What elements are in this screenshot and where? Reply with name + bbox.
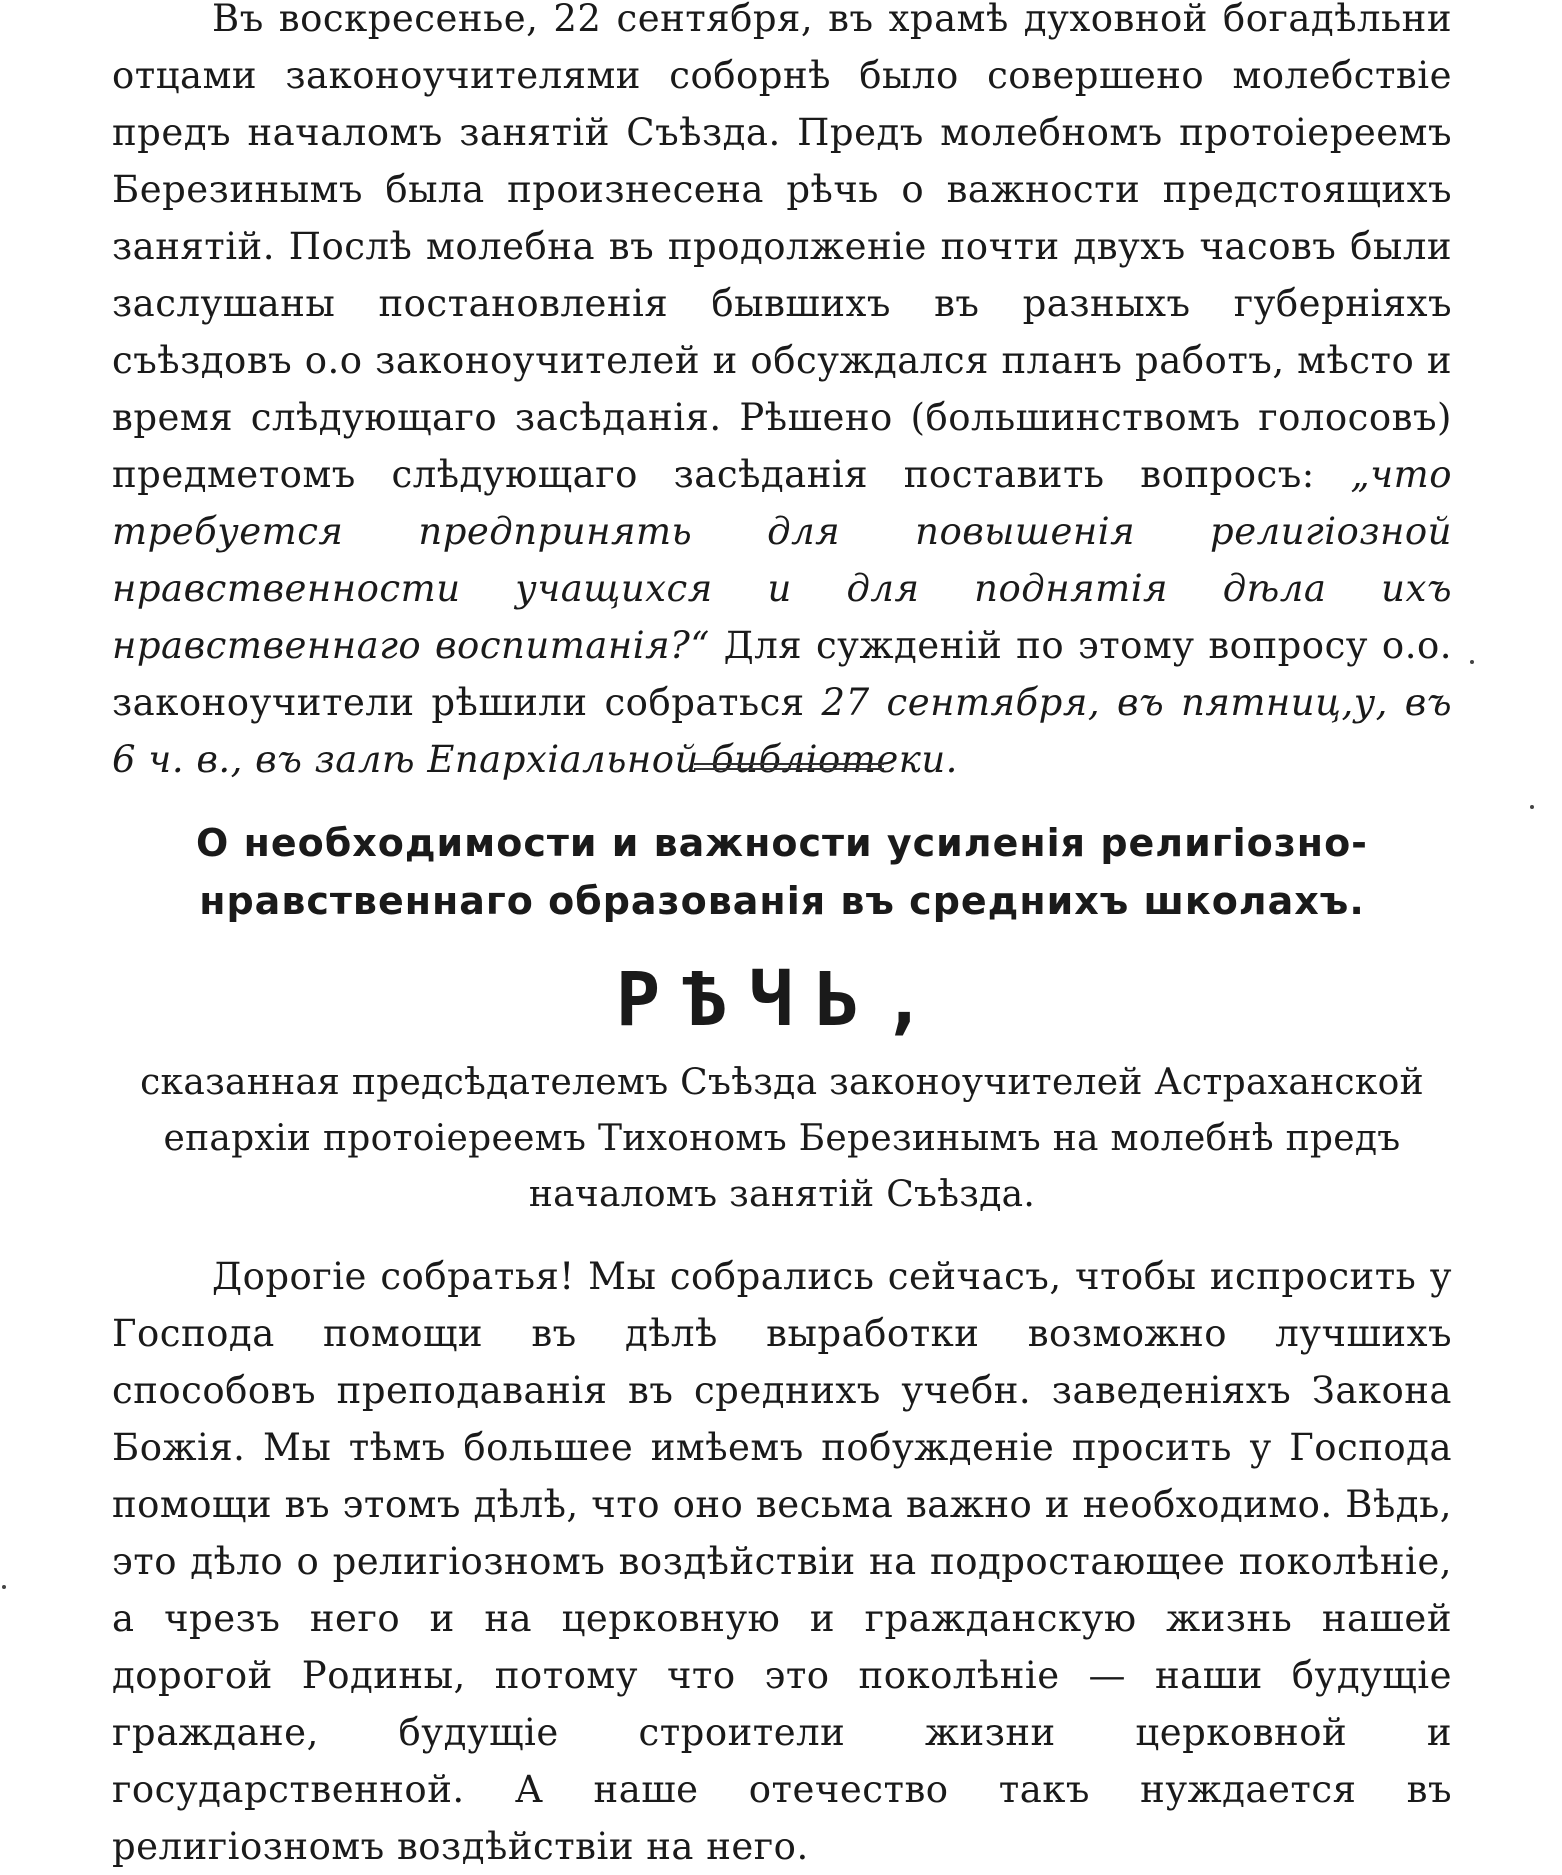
print-speck <box>1530 805 1534 809</box>
intro-text-a: Въ воскресенье, 22 сентября, въ храмѣ духовной богадѣльни отцами законоучителями соборнѣ было совершено молебствіе предъ началомъ занятій Съѣзда. Предъ молебномъ протоіереемъ Березинымъ была произнесена рѣчь о важности предстоящихъ занятій. Послѣ молебна въ продолженіе почти двухъ часовъ были заслушаны постановленія бывшихъ въ разныхъ губерніяхъ съѣздовъ о.о законоучителей и обсуждался планъ работъ, мѣсто и время слѣдующаго засѣданія. Рѣшено (большинствомъ голосовъ) предметомъ слѣдующаго засѣданія поставить вопросъ: <box>112 0 1452 496</box>
print-speck <box>2 1585 6 1589</box>
intro-place: въ залѣ Епархіальной библіотеки. <box>255 738 958 781</box>
intro-date: 27 сентября, въ пятниц,у, въ 6 ч. в., <box>112 681 1452 781</box>
intro-paragraph <box>112 0 1452 788</box>
section-divider <box>694 763 884 770</box>
article-title: О необходимости и важности усиленія религіозно-нравственнаго образованія въ среднихъ школахъ. <box>196 821 1368 923</box>
print-speck <box>1470 660 1474 664</box>
speech-body: Дорогіе собратья! Мы собрались сейчасъ, чтобы испросить у Господа помощи въ дѣлѣ выработки возможно лучшихъ способовъ преподаванія въ среднихъ учебн. заведеніяхъ Закона Божія. Мы тѣмъ большее имѣемъ побужденіе просить у Господа помощи въ этомъ дѣлѣ, что оно весьма важно и необходимо. Вѣдь, это дѣло о религіозномъ воздѣйствіи на подростающее поколѣніе, а чрезъ него и на церковную и гражданскую жизнь нашей дорогой Родины, потому что это поколѣніе — наши будущіе граждане, будущіе строители жизни церковной и государственной. А наше отечество такъ нуждается въ религіозномъ воздѣйствіи на него. <box>112 1255 1452 1868</box>
document-page <box>112 0 1452 1868</box>
intro-quote: „что требуется предпринять для повышенія религіозной нравственности учащихся и для поднятія дѣла ихъ нравственнаго воспитанія?“ <box>112 453 1452 667</box>
speech-heading: РѢЧЬ, <box>615 957 949 1043</box>
intro-text-c <box>243 738 255 781</box>
intro-text-b: Для сужденій по этому вопросу о.о. законоучители рѣшили собраться <box>112 624 1452 724</box>
speech-subtitle: сказанная предсѣдателемъ Съѣзда законоучителей Астраханской епархіи протоіереемъ Тихономъ Березинымъ на молебнѣ предъ началомъ занятій Съѣзда. <box>140 1062 1424 1215</box>
